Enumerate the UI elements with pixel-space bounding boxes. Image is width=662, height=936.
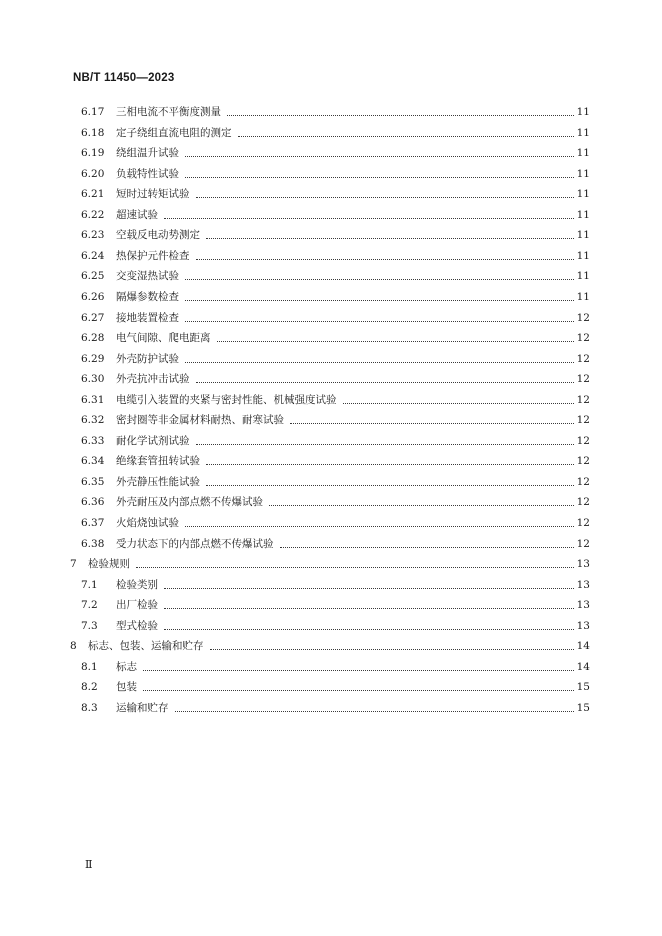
toc-entry[interactable] bbox=[0, 556, 662, 572]
toc-entry-number: 6.17 bbox=[81, 106, 105, 118]
toc-entry-title: 绝缘套管扭转试验 bbox=[116, 455, 200, 468]
toc-entry-number: 6.28 bbox=[81, 332, 105, 345]
toc-leader-dots bbox=[185, 320, 574, 322]
toc-entry-page: 11 bbox=[576, 249, 590, 262]
toc-entry[interactable] bbox=[0, 515, 662, 531]
toc-entry-page: 13 bbox=[576, 619, 590, 632]
toc-entry-title: 检验规则 bbox=[88, 558, 130, 571]
toc-entry-title: 型式检验 bbox=[116, 619, 158, 632]
toc-entry-title: 耐化学试剂试验 bbox=[116, 434, 190, 447]
toc-entry-number: 6.27 bbox=[81, 311, 105, 324]
toc-entry[interactable] bbox=[0, 659, 662, 675]
toc-entry-number: 6.23 bbox=[81, 229, 105, 242]
toc-entry-title: 热保护元件检查 bbox=[116, 249, 190, 262]
toc-leader-dots bbox=[164, 607, 574, 609]
toc-entry[interactable] bbox=[0, 577, 662, 593]
toc-entry-number: 6.19 bbox=[81, 147, 105, 160]
toc-entry-title: 隔爆参数检查 bbox=[116, 290, 179, 303]
toc-entry-title: 标志 bbox=[116, 660, 137, 673]
toc-entry[interactable] bbox=[0, 166, 662, 182]
toc-entry-title: 出厂检验 bbox=[116, 599, 158, 612]
toc-entry-number: 6.21 bbox=[81, 188, 105, 201]
toc-entry-page: 14 bbox=[576, 640, 590, 653]
toc-entry-title: 检验类别 bbox=[116, 578, 158, 591]
toc-entry[interactable] bbox=[0, 412, 662, 428]
toc-leader-dots bbox=[280, 546, 574, 548]
toc-entry-number: 7 bbox=[70, 558, 77, 571]
toc-entry-number: 6.37 bbox=[81, 517, 105, 529]
toc-entry[interactable] bbox=[0, 207, 662, 223]
toc-entry-number: 6.36 bbox=[81, 496, 105, 509]
toc-entry-number: 8.2 bbox=[81, 681, 98, 694]
toc-entry-title: 绕组温升试验 bbox=[116, 147, 179, 160]
toc-entry-title: 负载特性试验 bbox=[116, 167, 179, 180]
toc-leader-dots bbox=[196, 196, 574, 198]
toc-entry-title: 三相电流不平衡度测量 bbox=[116, 106, 221, 118]
toc-leader-dots bbox=[210, 648, 574, 650]
toc-entry-number: 6.25 bbox=[81, 270, 105, 283]
toc-entry[interactable] bbox=[0, 371, 662, 387]
toc-entry-title: 电气间隙、爬电距离 bbox=[116, 332, 211, 345]
toc-leader-dots bbox=[217, 340, 574, 342]
toc-entry[interactable] bbox=[0, 597, 662, 613]
toc-entry[interactable] bbox=[0, 125, 662, 141]
toc-entry-page: 12 bbox=[576, 475, 590, 488]
toc-entry-title: 交变湿热试验 bbox=[116, 270, 179, 283]
toc-entry-number: 8.3 bbox=[81, 701, 98, 714]
document-code: NB/T 11450—2023 bbox=[73, 72, 175, 84]
toc-entry-page: 15 bbox=[576, 681, 590, 694]
toc-entry[interactable] bbox=[0, 186, 662, 202]
toc-leader-dots bbox=[175, 710, 574, 712]
toc-entry-page: 11 bbox=[576, 270, 590, 283]
toc-leader-dots bbox=[206, 463, 574, 465]
toc-leader-dots bbox=[185, 176, 574, 178]
toc-entry-number: 6.24 bbox=[81, 249, 105, 262]
toc-entry-number: 6.30 bbox=[81, 373, 105, 386]
toc-entry[interactable] bbox=[0, 453, 662, 469]
toc-entry-page: 12 bbox=[576, 332, 590, 345]
toc-entry[interactable] bbox=[0, 330, 662, 346]
toc-entry[interactable] bbox=[0, 145, 662, 161]
toc-entry[interactable] bbox=[0, 618, 662, 634]
toc-entry-title: 标志、包装、运输和贮存 bbox=[88, 640, 204, 653]
toc-entry-title: 外壳防护试验 bbox=[116, 352, 179, 365]
toc-entry-title: 密封圈等非金属材料耐热、耐寒试验 bbox=[116, 414, 284, 427]
toc-entry-title: 超速试验 bbox=[116, 208, 158, 221]
toc-leader-dots bbox=[238, 135, 574, 137]
toc-entry-title: 外壳静压性能试验 bbox=[116, 475, 200, 488]
toc-entry-title: 运输和贮存 bbox=[116, 701, 169, 714]
toc-entry-page: 12 bbox=[576, 414, 590, 427]
toc-leader-dots bbox=[164, 587, 574, 589]
toc-leader-dots bbox=[185, 278, 574, 280]
toc-entry-page: 12 bbox=[576, 373, 590, 386]
toc-entry-title: 外壳抗冲击试验 bbox=[116, 373, 190, 386]
toc-entry[interactable] bbox=[0, 638, 662, 654]
toc-entry-number: 6.22 bbox=[81, 208, 105, 221]
toc-entry-title: 包装 bbox=[116, 681, 137, 694]
toc-leader-dots bbox=[196, 381, 574, 383]
toc-leader-dots bbox=[269, 504, 574, 506]
toc-entry-page: 11 bbox=[576, 167, 590, 180]
toc-entry-title: 空载反电动势测定 bbox=[116, 229, 200, 242]
toc-entry-number: 6.34 bbox=[81, 455, 105, 468]
toc-entry-page: 12 bbox=[576, 434, 590, 447]
toc-entry-page: 11 bbox=[576, 147, 590, 160]
toc-entry-number: 6.31 bbox=[81, 393, 105, 406]
toc-entry-title: 短时过转矩试验 bbox=[116, 188, 190, 201]
toc-entry[interactable] bbox=[0, 289, 662, 305]
toc-entry[interactable] bbox=[0, 268, 662, 284]
toc-entry-number: 6.20 bbox=[81, 167, 105, 180]
toc-entry-number: 8 bbox=[70, 640, 77, 653]
toc-entry-number: 6.38 bbox=[81, 537, 105, 550]
toc-entry-page: 12 bbox=[576, 517, 590, 529]
toc-entry-page: 13 bbox=[576, 578, 590, 591]
toc-entry[interactable] bbox=[0, 494, 662, 510]
toc-entry-page: 11 bbox=[576, 208, 590, 221]
toc-entry[interactable] bbox=[0, 392, 662, 408]
toc-entry-number: 6.32 bbox=[81, 414, 105, 427]
toc-entry-page: 11 bbox=[576, 106, 590, 118]
toc-entry[interactable] bbox=[0, 474, 662, 490]
toc-leader-dots bbox=[164, 628, 574, 630]
toc-entry-page: 11 bbox=[576, 229, 590, 242]
toc-entry-title: 接地装置检查 bbox=[116, 311, 179, 324]
toc-leader-dots bbox=[196, 443, 574, 445]
toc-entry-number: 7.3 bbox=[81, 619, 98, 632]
toc-entry-title: 定子绕组直流电阻的测定 bbox=[116, 126, 232, 139]
toc-entry-title: 电缆引入装置的夹紧与密封性能、机械强度试验 bbox=[116, 393, 337, 406]
toc-leader-dots bbox=[206, 484, 574, 486]
toc-entry[interactable] bbox=[0, 104, 662, 120]
toc-entry-page: 15 bbox=[576, 701, 590, 714]
toc-entry-number: 6.18 bbox=[81, 126, 105, 139]
toc-leader-dots bbox=[185, 155, 574, 157]
toc-leader-dots bbox=[290, 422, 574, 424]
toc-entry-page: 12 bbox=[576, 496, 590, 509]
toc-leader-dots bbox=[185, 525, 574, 527]
toc-entry[interactable] bbox=[0, 679, 662, 695]
toc-entry-page: 11 bbox=[576, 188, 590, 201]
toc-entry-page: 12 bbox=[576, 352, 590, 365]
toc-entry-number: 6.29 bbox=[81, 352, 105, 365]
toc-entry[interactable] bbox=[0, 310, 662, 326]
toc-entry-page: 12 bbox=[576, 537, 590, 550]
toc-leader-dots bbox=[196, 258, 574, 260]
toc-entry-page: 13 bbox=[576, 599, 590, 612]
toc-leader-dots bbox=[343, 402, 574, 404]
toc-leader-dots bbox=[185, 299, 574, 301]
toc-entry-page: 12 bbox=[576, 455, 590, 468]
toc-leader-dots bbox=[164, 217, 574, 219]
toc-leader-dots bbox=[206, 237, 574, 239]
toc-entry[interactable] bbox=[0, 248, 662, 264]
toc-leader-dots bbox=[143, 669, 574, 671]
toc-entry-page: 11 bbox=[576, 126, 590, 139]
toc-leader-dots bbox=[136, 566, 574, 568]
toc-entry[interactable] bbox=[0, 700, 662, 716]
toc-entry[interactable] bbox=[0, 433, 662, 449]
toc-entry-number: 7.2 bbox=[81, 599, 98, 612]
toc-leader-dots bbox=[143, 689, 574, 691]
toc-entry-number: 6.26 bbox=[81, 290, 105, 303]
toc-entry-title: 受力状态下的内部点燃不传爆试验 bbox=[116, 537, 274, 550]
toc-entry-page: 12 bbox=[576, 393, 590, 406]
toc-entry-page: 14 bbox=[576, 660, 590, 673]
toc-entry-number: 7.1 bbox=[81, 578, 98, 591]
toc-entry-title: 火焰烧蚀试验 bbox=[116, 517, 179, 529]
toc-leader-dots bbox=[185, 361, 574, 363]
toc-leader-dots bbox=[227, 114, 574, 116]
toc-entry-number: 6.35 bbox=[81, 475, 105, 488]
toc-entry-page: 13 bbox=[576, 558, 590, 571]
toc-entry-number: 6.33 bbox=[81, 434, 105, 447]
page-number: Ⅱ bbox=[85, 858, 93, 871]
toc-entry[interactable] bbox=[0, 351, 662, 367]
toc-entry[interactable] bbox=[0, 227, 662, 243]
toc-entry-page: 11 bbox=[576, 290, 590, 303]
toc-entry[interactable] bbox=[0, 536, 662, 552]
toc-entry-title: 外壳耐压及内部点燃不传爆试验 bbox=[116, 496, 263, 509]
toc-entry-number: 8.1 bbox=[81, 660, 98, 673]
toc-entry-page: 12 bbox=[576, 311, 590, 324]
